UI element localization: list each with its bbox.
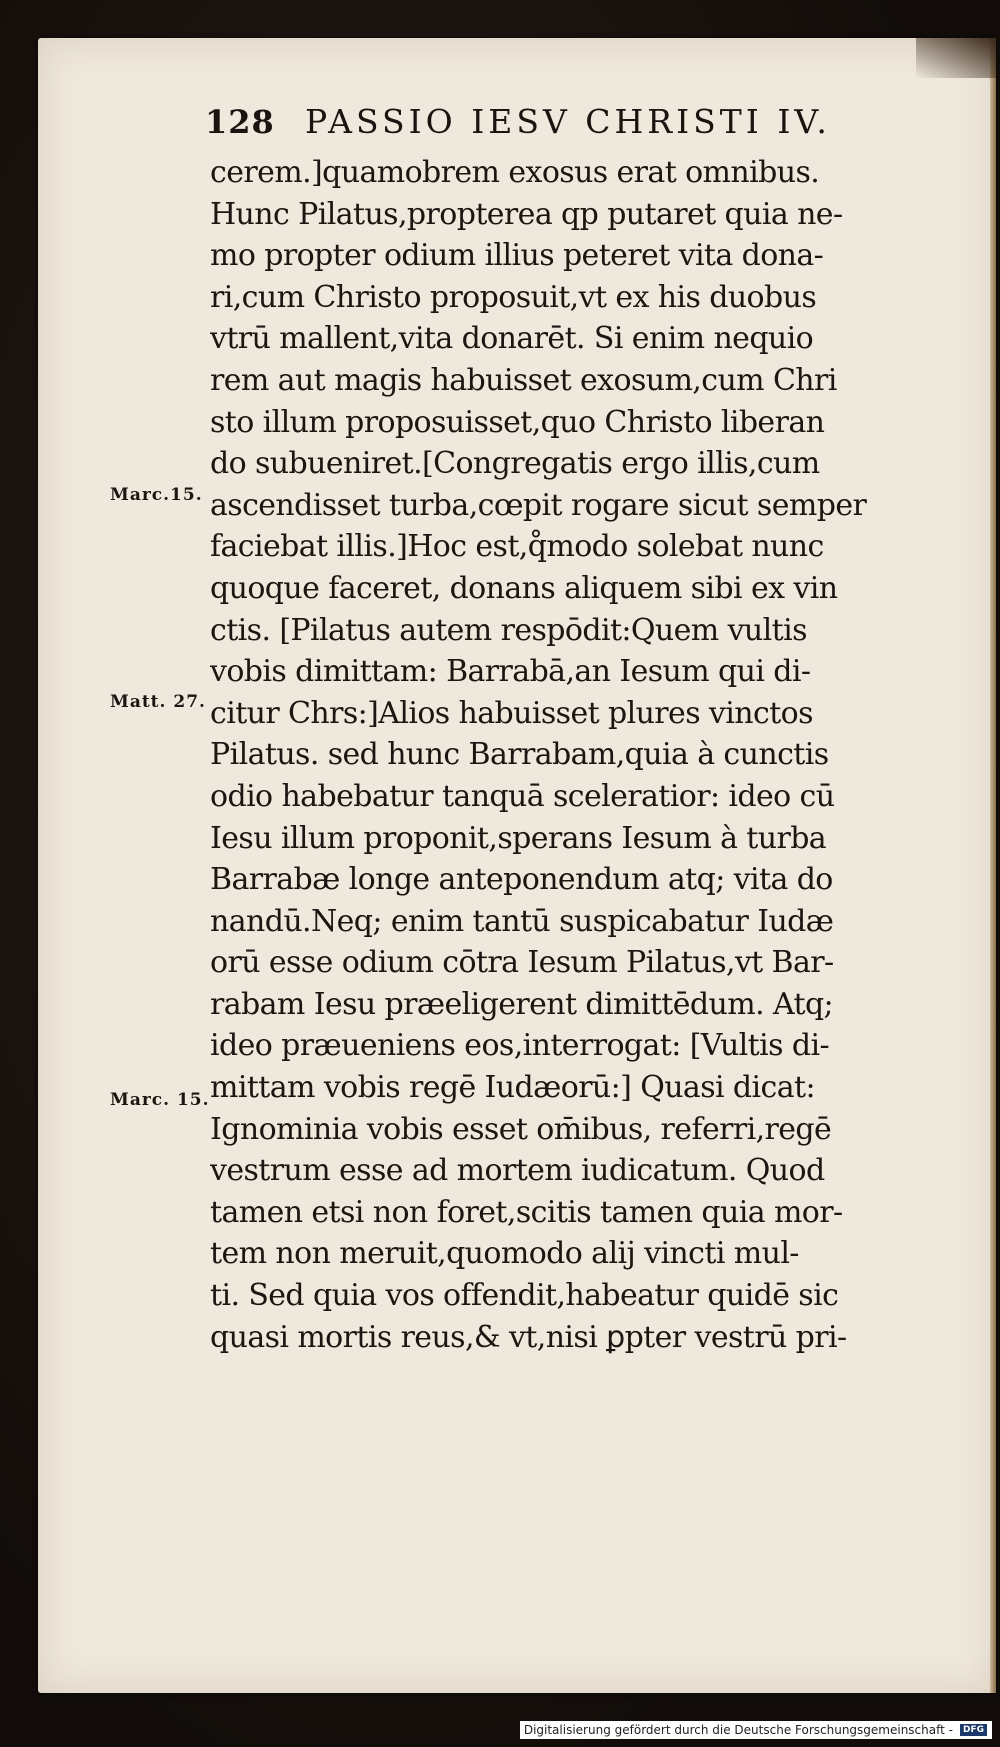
text-line: Barrabæ longe anteponendum atq; vita do: [210, 862, 833, 898]
digitization-footer: [520, 1721, 992, 1739]
text-line: faciebat illis.]Hoc est,q̊modo solebat nunc: [210, 529, 824, 565]
text-line: cerem.]quamobrem exosus erat omnibus.: [210, 155, 820, 190]
body-text: [210, 152, 950, 1358]
page-number: 128: [205, 103, 275, 141]
text-line: Pilatus. sed hunc Barrabam,quia à cunctis: [210, 737, 829, 773]
text-line: Ignominia vobis esset om̄ibus, referri,regē: [210, 1111, 832, 1147]
text-line: ctis. [Pilatus autem respōdit:Quem vultis: [210, 612, 807, 648]
text-line: tamen etsi non foret,scitis tamen quia mor-: [210, 1194, 843, 1230]
text-line: tem non meruit,quomodo alij vincti mul-: [210, 1236, 799, 1272]
text-line: ascendisset turba,cœpit rogare sicut semper: [210, 487, 867, 523]
text-line: rem aut magis habuisset exosum,cum Chri: [210, 362, 837, 398]
page-corner: [916, 38, 996, 78]
text-line: citur Chrs:]Alios habuisset plures vinctos: [210, 695, 813, 731]
text-line: nandū.Neq; enim tantū suspicabatur Iudæ: [210, 903, 834, 939]
text-line: vestrum esse ad mortem iudicatum. Quod: [210, 1153, 825, 1189]
text-line: rabam Iesu præeligerent dimittēdum. Atq;: [210, 986, 834, 1022]
text-line: vobis dimittam: Barrabā,an Iesum qui di-: [210, 654, 811, 690]
running-title: PASSIO IESV CHRISTI IV.: [305, 102, 831, 141]
text-line: sto illum proposuisset,quo Christo liberan: [210, 404, 825, 440]
text-line: Hunc Pilatus,propterea qp putaret quia ne-: [210, 196, 843, 232]
text-line: Iesu illum proponit,sperans Iesum à turba: [210, 820, 827, 856]
text-line: vtrū mallent,vita donarēt. Si enim nequio: [210, 321, 814, 357]
margin-note-matt-27: Matt. 27.: [110, 692, 206, 712]
text-line: do subueniret.[Congregatis ergo illis,cum: [210, 446, 820, 482]
text-line: quoque faceret, donans aliquem sibi ex vin: [210, 570, 838, 606]
text-line: mittam vobis regē Iudæorū:] Quasi dicat:: [210, 1070, 815, 1106]
text-line: ri,cum Christo proposuit,vt ex his duobus: [210, 279, 817, 315]
footer-credit: Digitalisierung gefördert durch die Deutsche Forschungsgemeinschaft -: [523, 1723, 953, 1737]
text-line: ti. Sed quia vos offendit,habeatur quidē sic: [210, 1278, 839, 1314]
dfg-logo: DFG: [959, 1723, 988, 1737]
text-line: ideo præueniens eos,interrogat: [Vultis di-: [210, 1028, 829, 1064]
margin-note-marc-15-b: Marc. 15.: [110, 1090, 210, 1110]
text-line: quasi mortis reus,& vt,nisi ꝑpter vestrū pri-: [210, 1319, 847, 1355]
page-edge: [990, 38, 996, 1693]
text-line: mo propter odium illius peteret vita dona-: [210, 238, 824, 274]
text-line: orū esse odium cōtra Iesum Pilatus,vt Bar-: [210, 945, 834, 981]
margin-note-marc-15-a: Marc.15.: [110, 485, 203, 505]
text-line: odio habebatur tanquā sceleratior: ideo cū: [210, 778, 835, 814]
